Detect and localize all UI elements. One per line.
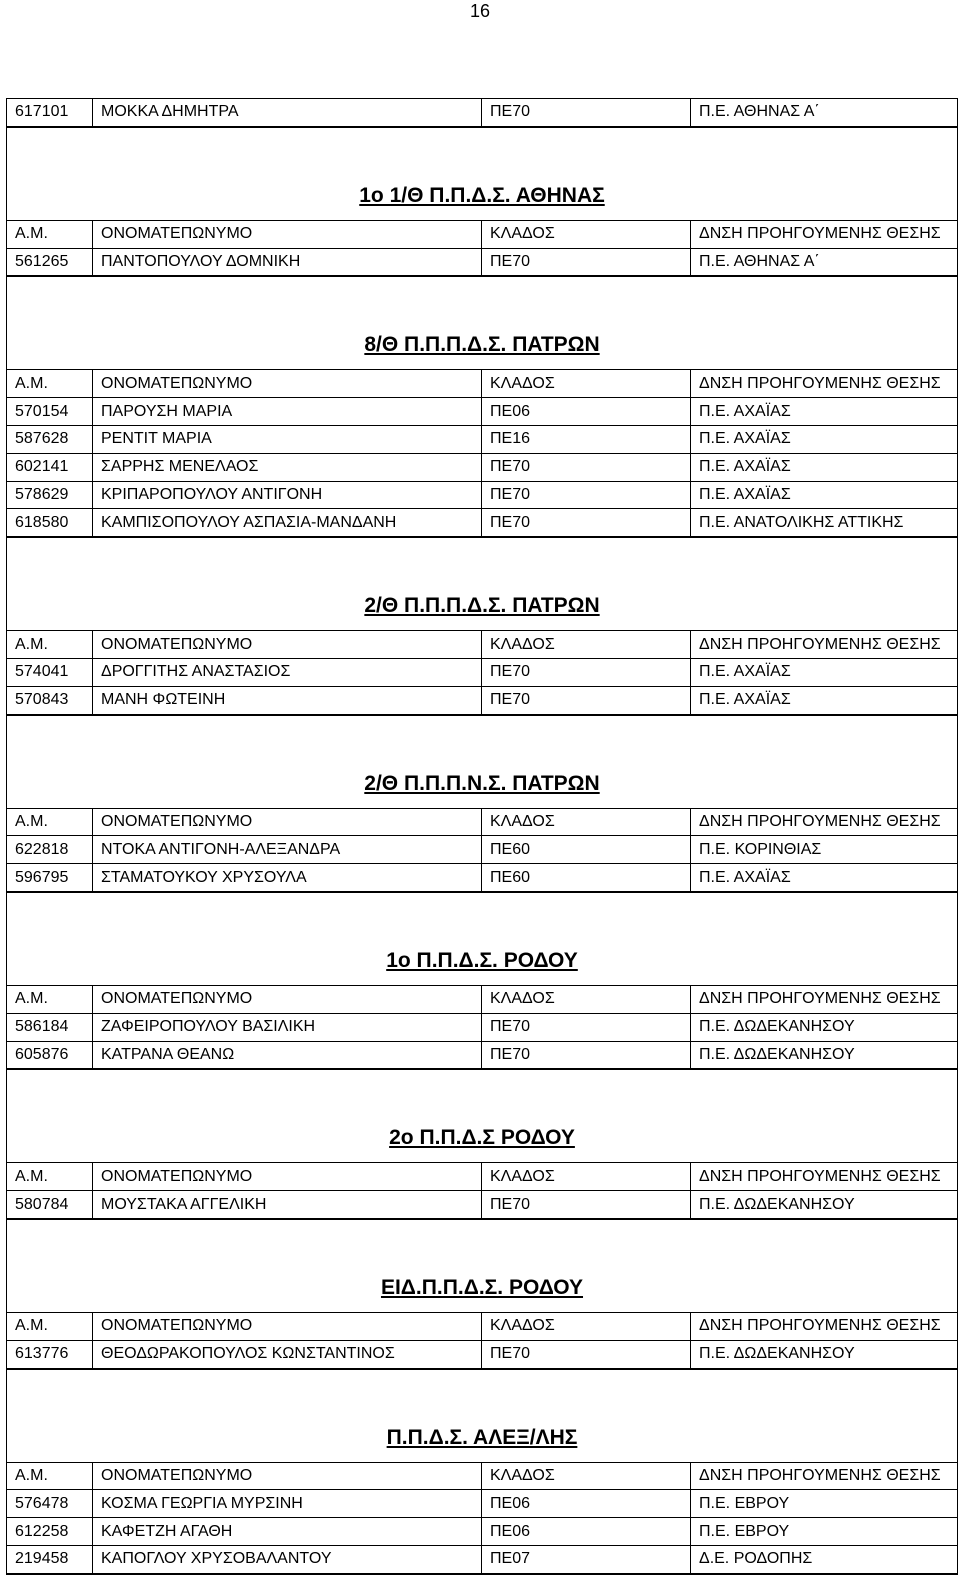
header-am: Α.Μ. [7, 220, 93, 248]
previous-position-cell: Π.Ε. ΑΝΑΤΟΛΙΚΗΣ ΑΤΤΙΚΗΣ [691, 509, 958, 537]
klados-cell: ΠΕ06 [482, 1490, 691, 1518]
header-klados: ΚΛΑΔΟΣ [482, 370, 691, 398]
section-title [7, 1069, 957, 1162]
name-cell: ΠΑΝΤΟΠΟΥΛΟΥ ΔΟΜΝΙΚΗ [93, 248, 482, 276]
am-cell: 578629 [7, 481, 93, 509]
table-row [7, 1041, 957, 1069]
section-title-text: Π.Π.Δ.Σ. ΑΛΕΞ/ΛΗΣ [386, 1425, 578, 1449]
header-previous-position: ΔΝΣΗ ΠΡΟΗΓΟΥΜΕΝΗΣ ΘΕΣΗΣ [691, 1462, 958, 1490]
name-cell: ΜΑΝΗ ΦΩΤΕΙΝΗ [93, 686, 482, 714]
am-cell: 596795 [7, 864, 93, 892]
section-title-text: 2/Θ Π.Π.Π.Ν.Σ. ΠΑΤΡΩΝ [364, 771, 600, 795]
header-klados: ΚΛΑΔΟΣ [482, 985, 691, 1013]
previous-position-cell: Π.Ε. ΑΧΑΪΑΣ [691, 864, 958, 892]
table-header-row [7, 1462, 957, 1490]
am-cell: 561265 [7, 248, 93, 276]
table-row [7, 453, 957, 481]
name-cell: ΖΑΦΕΙΡΟΠΟΥΛΟΥ ΒΑΣΙΛΙΚΗ [93, 1013, 482, 1041]
section-title-text: 8/Θ Π.Π.Π.Δ.Σ. ΠΑΤΡΩΝ [364, 333, 600, 357]
table-header-row [7, 370, 957, 398]
name-cell: ΝΤΟΚΑ ΑΝΤΙΓΟΝΗ-ΑΛΕΞΑΝΔΡΑ [93, 836, 482, 864]
name-cell: ΚΑΦΕΤΖΗ ΑΓΑΘΗ [93, 1518, 482, 1546]
previous-position-cell: Π.Ε. ΔΩΔΕΚΑΝΗΣΟΥ [691, 1041, 958, 1069]
table-header-row [7, 631, 957, 659]
section-table [7, 1312, 957, 1369]
header-am: Α.Μ. [7, 370, 93, 398]
header-am: Α.Μ. [7, 1163, 93, 1191]
sections-container [7, 127, 957, 1574]
section-title-text: 1ο Π.Π.Δ.Σ. ΡΟΔΟΥ [386, 948, 578, 972]
header-klados: ΚΛΑΔΟΣ [482, 1163, 691, 1191]
name-cell: ΜΟΚΚΑ ΔΗΜΗΤΡΑ [93, 99, 482, 126]
previous-position-cell: Π.Ε. ΑΧΑΪΑΣ [691, 686, 958, 714]
header-klados: ΚΛΑΔΟΣ [482, 1312, 691, 1340]
header-name: ΟΝΟΜΑΤΕΠΩΝΥΜΟ [93, 1312, 482, 1340]
name-cell: ΘΕΟΔΩΡΑΚΟΠΟΥΛΟΣ ΚΩΝΣΤΑΝΤΙΝΟΣ [93, 1340, 482, 1368]
section-table [7, 808, 957, 892]
name-cell: ΡΕΝΤΙΤ ΜΑΡΙΑ [93, 425, 482, 453]
previous-position-cell: Π.Ε. ΔΩΔΕΚΑΝΗΣΟΥ [691, 1013, 958, 1041]
table-row [7, 658, 957, 686]
section-title [7, 537, 957, 630]
name-cell: ΜΟΥΣΤΑΚΑ ΑΓΓΕΛΙΚΗ [93, 1191, 482, 1219]
section-table [7, 369, 957, 537]
section-table [7, 985, 957, 1069]
table-row [7, 509, 957, 537]
section-title [7, 127, 957, 220]
name-cell: ΣΑΡΡΗΣ ΜΕΝΕΛΑΟΣ [93, 453, 482, 481]
table-row [7, 248, 957, 276]
am-cell: 617101 [7, 99, 93, 126]
header-klados: ΚΛΑΔΟΣ [482, 1462, 691, 1490]
name-cell: ΚΑΤΡΑΝΑ ΘΕΑΝΩ [93, 1041, 482, 1069]
previous-position-cell: Π.Ε. ΑΧΑΪΑΣ [691, 398, 958, 426]
table-header-row [7, 808, 957, 836]
table-row [7, 686, 957, 714]
previous-position-cell: Π.Ε. ΑΧΑΪΑΣ [691, 453, 958, 481]
name-cell: ΚΟΣΜΑ ΓΕΩΡΓΙΑ ΜΥΡΣΙΝΗ [93, 1490, 482, 1518]
header-previous-position: ΔΝΣΗ ΠΡΟΗΓΟΥΜΕΝΗΣ ΘΕΣΗΣ [691, 220, 958, 248]
am-cell: 587628 [7, 425, 93, 453]
previous-position-cell: Π.Ε. ΔΩΔΕΚΑΝΗΣΟΥ [691, 1191, 958, 1219]
document-table [6, 98, 958, 1575]
klados-cell: ΠΕ70 [482, 99, 691, 126]
table-row [7, 836, 957, 864]
section-title-text: 1ο 1/Θ Π.Π.Δ.Σ. ΑΘΗΝΑΣ [359, 183, 605, 207]
table-row [7, 1518, 957, 1546]
header-name: ΟΝΟΜΑΤΕΠΩΝΥΜΟ [93, 631, 482, 659]
table-row [7, 1545, 957, 1573]
table-header-row [7, 1312, 957, 1340]
header-name: ΟΝΟΜΑΤΕΠΩΝΥΜΟ [93, 220, 482, 248]
previous-position-cell: Π.Ε. ΕΒΡΟΥ [691, 1490, 958, 1518]
klados-cell: ΠΕ70 [482, 481, 691, 509]
am-cell: 602141 [7, 453, 93, 481]
header-am: Α.Μ. [7, 985, 93, 1013]
name-cell: ΠΑΡΟΥΣΗ ΜΑΡΙΑ [93, 398, 482, 426]
table-row [7, 1191, 957, 1219]
header-name: ΟΝΟΜΑΤΕΠΩΝΥΜΟ [93, 370, 482, 398]
klados-cell: ΠΕ06 [482, 1518, 691, 1546]
header-name: ΟΝΟΜΑΤΕΠΩΝΥΜΟ [93, 1163, 482, 1191]
header-klados: ΚΛΑΔΟΣ [482, 808, 691, 836]
previous-position-cell: Π.Ε. ΑΧΑΪΑΣ [691, 425, 958, 453]
header-previous-position: ΔΝΣΗ ΠΡΟΗΓΟΥΜΕΝΗΣ ΘΕΣΗΣ [691, 370, 958, 398]
table-header-row [7, 220, 957, 248]
am-cell: 570154 [7, 398, 93, 426]
previous-position-cell: Δ.Ε. ΡΟΔΟΠΗΣ [691, 1545, 958, 1573]
am-cell: 622818 [7, 836, 93, 864]
header-name: ΟΝΟΜΑΤΕΠΩΝΥΜΟ [93, 1462, 482, 1490]
section-title-text: 2/Θ Π.Π.Π.Δ.Σ. ΠΑΤΡΩΝ [364, 594, 600, 618]
klados-cell: ΠΕ70 [482, 1041, 691, 1069]
header-am: Α.Μ. [7, 1462, 93, 1490]
name-cell: ΚΡΙΠΑΡΟΠΟΥΛΟΥ ΑΝΤΙΓΟΝΗ [93, 481, 482, 509]
section-table [7, 220, 957, 277]
klados-cell: ΠΕ06 [482, 398, 691, 426]
header-previous-position: ΔΝΣΗ ΠΡΟΗΓΟΥΜΕΝΗΣ ΘΕΣΗΣ [691, 631, 958, 659]
klados-cell: ΠΕ70 [482, 453, 691, 481]
header-name: ΟΝΟΜΑΤΕΠΩΝΥΜΟ [93, 985, 482, 1013]
table-header-row [7, 985, 957, 1013]
section-table [7, 630, 957, 714]
header-previous-position: ΔΝΣΗ ΠΡΟΗΓΟΥΜΕΝΗΣ ΘΕΣΗΣ [691, 1163, 958, 1191]
section-table [7, 1462, 957, 1574]
previous-position-cell: Π.Ε. ΑΘΗΝΑΣ Α΄ [691, 99, 958, 126]
section-title [7, 1219, 957, 1312]
klados-cell: ΠΕ70 [482, 1013, 691, 1041]
previous-position-cell: Π.Ε. ΔΩΔΕΚΑΝΗΣΟΥ [691, 1340, 958, 1368]
am-cell: 574041 [7, 658, 93, 686]
klados-cell: ΠΕ60 [482, 836, 691, 864]
header-previous-position: ΔΝΣΗ ΠΡΟΗΓΟΥΜΕΝΗΣ ΘΕΣΗΣ [691, 1312, 958, 1340]
previous-position-cell: Π.Ε. ΕΒΡΟΥ [691, 1518, 958, 1546]
table-row [7, 1340, 957, 1368]
table-row [7, 398, 957, 426]
table-row [7, 864, 957, 892]
header-previous-position: ΔΝΣΗ ΠΡΟΗΓΟΥΜΕΝΗΣ ΘΕΣΗΣ [691, 985, 958, 1013]
am-cell: 580784 [7, 1191, 93, 1219]
previous-position-cell: Π.Ε. ΚΟΡΙΝΘΙΑΣ [691, 836, 958, 864]
am-cell: 219458 [7, 1545, 93, 1573]
name-cell: ΣΤΑΜΑΤΟΥΚΟΥ ΧΡΥΣΟΥΛΑ [93, 864, 482, 892]
header-am: Α.Μ. [7, 1312, 93, 1340]
name-cell: ΚΑΠΟΓΛΟΥ ΧΡΥΣΟΒΑΛΑΝΤΟΥ [93, 1545, 482, 1573]
previous-position-cell: Π.Ε. ΑΧΑΪΑΣ [691, 658, 958, 686]
table-row [7, 1490, 957, 1518]
section-table [7, 1162, 957, 1219]
section-title-text: ΕΙΔ.Π.Π.Δ.Σ. ΡΟΔΟΥ [380, 1275, 584, 1299]
section-title-text: 2ο Π.Π.Δ.Σ ΡΟΔΟΥ [389, 1126, 575, 1150]
section-title [7, 276, 957, 369]
name-cell: ΔΡΟΓΓΙΤΗΣ ΑΝΑΣΤΑΣΙΟΣ [93, 658, 482, 686]
section-title [7, 715, 957, 808]
klados-cell: ΠΕ70 [482, 1191, 691, 1219]
klados-cell: ΠΕ16 [482, 425, 691, 453]
table-row [7, 1013, 957, 1041]
section-title [7, 1369, 957, 1462]
header-am: Α.Μ. [7, 808, 93, 836]
klados-cell: ΠΕ70 [482, 686, 691, 714]
header-am: Α.Μ. [7, 631, 93, 659]
am-cell: 605876 [7, 1041, 93, 1069]
previous-position-cell: Π.Ε. ΑΧΑΪΑΣ [691, 481, 958, 509]
header-previous-position: ΔΝΣΗ ΠΡΟΗΓΟΥΜΕΝΗΣ ΘΕΣΗΣ [691, 808, 958, 836]
am-cell: 612258 [7, 1518, 93, 1546]
klados-cell: ΠΕ07 [482, 1545, 691, 1573]
header-klados: ΚΛΑΔΟΣ [482, 631, 691, 659]
table-header-row [7, 1163, 957, 1191]
am-cell: 613776 [7, 1340, 93, 1368]
page-number: 16 [469, 1, 491, 21]
am-cell: 586184 [7, 1013, 93, 1041]
klados-cell: ΠΕ70 [482, 509, 691, 537]
name-cell: ΚΑΜΠΙΣΟΠΟΥΛΟΥ ΑΣΠΑΣΙΑ-ΜΑΝΔΑΝΗ [93, 509, 482, 537]
am-cell: 618580 [7, 509, 93, 537]
klados-cell: ΠΕ70 [482, 1340, 691, 1368]
table-row [7, 99, 957, 126]
header-name: ΟΝΟΜΑΤΕΠΩΝΥΜΟ [93, 808, 482, 836]
top-row-table [7, 99, 957, 127]
previous-position-cell: Π.Ε. ΑΘΗΝΑΣ Α΄ [691, 248, 958, 276]
klados-cell: ΠΕ60 [482, 864, 691, 892]
section-title [7, 892, 957, 985]
klados-cell: ΠΕ70 [482, 658, 691, 686]
klados-cell: ΠΕ70 [482, 248, 691, 276]
table-row [7, 481, 957, 509]
am-cell: 576478 [7, 1490, 93, 1518]
header-klados: ΚΛΑΔΟΣ [482, 220, 691, 248]
table-row [7, 425, 957, 453]
am-cell: 570843 [7, 686, 93, 714]
